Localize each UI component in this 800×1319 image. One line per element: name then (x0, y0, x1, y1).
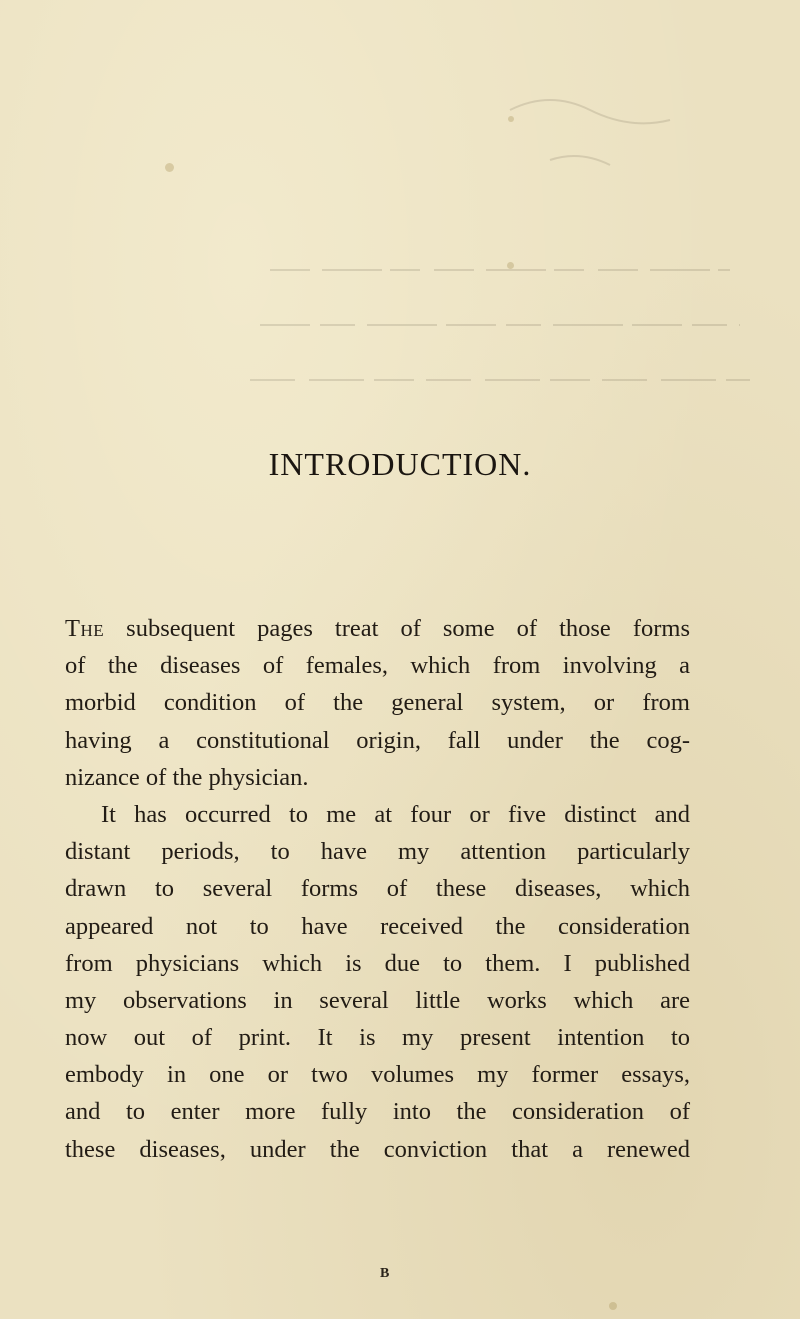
text-line: of the diseases of females, which from involving a (65, 652, 690, 680)
body-text (65, 610, 690, 1168)
text-line: appeared not to have received the consideration (65, 912, 690, 940)
text-line: nizance of the physician. (65, 763, 309, 791)
text-line: having a constitutional origin, fall under the cog- (65, 726, 690, 754)
foxing-spot (165, 163, 174, 172)
text-line: drawn to several forms of these diseases, which (65, 875, 690, 903)
text-line: embody in one or two volumes my former essays, (65, 1061, 690, 1089)
text-line: distant periods, to have my attention particularly (65, 838, 690, 866)
foxing-spot (508, 116, 514, 122)
text-line: and to enter more fully into the consideration of (65, 1098, 690, 1126)
text-line: morbid condition of the general system, or from (65, 689, 690, 717)
foxing-spot (609, 1302, 617, 1310)
text-line: The subsequent pages treat of some of those forms (65, 615, 690, 642)
text-line: my observations in several little works which are (65, 986, 690, 1014)
chapter-heading: INTRODUCTION. (268, 446, 532, 482)
text-line: from physicians which is due to them. I published (65, 949, 690, 977)
foxing-spot (507, 262, 514, 269)
show-through-bleed (250, 70, 770, 490)
text-line: now out of print. It is my present intention to (65, 1024, 690, 1052)
text-line: It has occurred to me at four or five distinct and (101, 800, 690, 828)
signature-mark: B (380, 1266, 390, 1281)
opening-word: The (65, 615, 105, 642)
text-line: these diseases, under the conviction that a renewed (65, 1135, 690, 1163)
